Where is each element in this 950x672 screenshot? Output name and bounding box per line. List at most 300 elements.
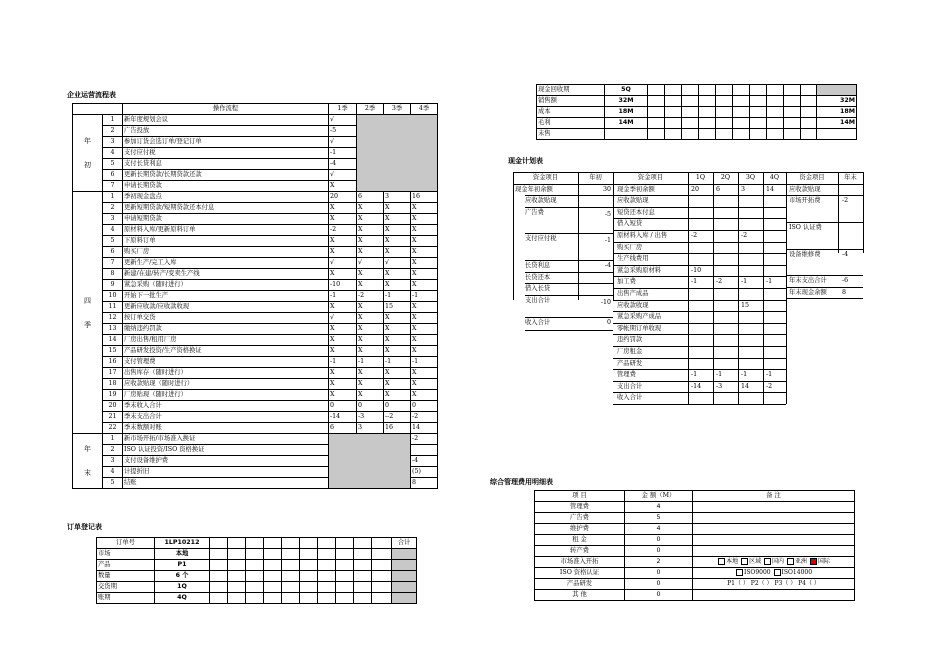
flow-row-num: 1 bbox=[103, 115, 123, 126]
flow-row-num: 20 bbox=[103, 401, 123, 412]
cash-mid-label: 产品研发 bbox=[617, 359, 643, 367]
fees-header-cell: 金 额（M） bbox=[625, 491, 693, 502]
summary-cell bbox=[665, 107, 682, 118]
fees-value: 5 bbox=[625, 513, 693, 524]
cash-header-cell: 3Q bbox=[745, 174, 756, 181]
fees-checkbox bbox=[718, 558, 725, 565]
summary-cell bbox=[648, 85, 665, 96]
flow-row-num: 16 bbox=[103, 357, 123, 368]
flow-q2: X bbox=[357, 280, 384, 291]
cash-mid-label: 收入合计 bbox=[617, 394, 643, 402]
order-cell bbox=[336, 560, 354, 571]
order-cell bbox=[336, 593, 354, 604]
cash-header-cell: 年末 bbox=[844, 174, 857, 181]
order-cell bbox=[318, 538, 336, 549]
cash-mid-q4: -2 bbox=[766, 382, 773, 390]
cash-mid-q3: -1 bbox=[741, 278, 748, 286]
flow-q3: --2 bbox=[384, 412, 411, 423]
order-total-cell bbox=[392, 582, 417, 593]
order-cell bbox=[318, 571, 336, 582]
order-cell bbox=[300, 571, 318, 582]
order-row-label: 账期 bbox=[97, 593, 155, 604]
cash-header-cell: 4Q bbox=[769, 174, 780, 181]
flow-q4: -1 bbox=[411, 291, 438, 302]
flow-q1: X bbox=[329, 390, 357, 401]
cash-mid-q3: 14 bbox=[741, 382, 750, 390]
fees-option-label: 亚洲 bbox=[794, 558, 809, 565]
cash-rule-v bbox=[863, 172, 864, 253]
cash-plan bbox=[513, 172, 863, 470]
flow-q1: X bbox=[329, 324, 357, 335]
flow-q2: X bbox=[357, 225, 384, 236]
fees-row bbox=[535, 590, 855, 601]
fees-row bbox=[535, 524, 855, 535]
flow-q3: 16 bbox=[384, 423, 411, 434]
summary-table bbox=[536, 84, 857, 140]
summary-label: 未售 bbox=[537, 129, 605, 140]
order-cell bbox=[282, 549, 300, 560]
flow-row-label: 紧急采购（随时进行） bbox=[123, 280, 329, 291]
flow-row-num: 21 bbox=[103, 412, 123, 423]
fees-note bbox=[693, 557, 855, 568]
flow-q2: X bbox=[357, 390, 384, 401]
cash-mid-label: 厂房租金 bbox=[617, 348, 643, 355]
flow-q2: X bbox=[357, 379, 384, 390]
summary-cell bbox=[733, 107, 750, 118]
order-row-label: 交货期 bbox=[97, 582, 155, 593]
summary-cell bbox=[801, 96, 817, 107]
flow-row-num: 1 bbox=[103, 434, 123, 445]
flow-header-blank bbox=[73, 104, 123, 115]
flow-q3: X bbox=[384, 203, 411, 214]
summary-cell bbox=[648, 129, 665, 140]
summary-cell bbox=[733, 96, 750, 107]
fees-label: 管理费 bbox=[535, 502, 625, 513]
summary-cell bbox=[648, 96, 665, 107]
flow-row bbox=[73, 412, 438, 423]
fees-title: 综合管理费用明细表 bbox=[490, 478, 553, 486]
flow-row-label: 开始下一批生产 bbox=[123, 291, 329, 302]
order-cell bbox=[336, 538, 354, 549]
summary-cell bbox=[733, 118, 750, 129]
flow-row bbox=[73, 225, 438, 236]
flow-q1: X bbox=[329, 181, 357, 192]
flow-row-label: 季初现金盘点 bbox=[123, 192, 329, 203]
fees-header-row bbox=[535, 491, 855, 502]
order-cell bbox=[354, 582, 372, 593]
flow-q1: X bbox=[329, 203, 357, 214]
summary-cell bbox=[733, 85, 750, 96]
flow-q3: X bbox=[384, 346, 411, 357]
summary-cell bbox=[767, 107, 784, 118]
order-cell bbox=[264, 538, 282, 549]
flow-q3: X bbox=[384, 335, 411, 346]
cash-header-cell: 资金项目 bbox=[532, 174, 559, 181]
flow-q4: 16 bbox=[411, 192, 438, 203]
summary-cell bbox=[716, 118, 733, 129]
flow-row bbox=[73, 401, 438, 412]
flow-row-label: 厂房贴现（随时进行） bbox=[123, 390, 329, 401]
flow-q4: X bbox=[411, 225, 438, 236]
order-cell bbox=[300, 582, 318, 593]
flow-q4: X bbox=[411, 335, 438, 346]
flow-header-cell: 1季 bbox=[329, 104, 357, 115]
flow-row bbox=[73, 291, 438, 302]
summary-cell bbox=[750, 107, 767, 118]
order-cell bbox=[246, 538, 264, 549]
fees-label: 转产费 bbox=[535, 546, 625, 557]
flow-q1: -1 bbox=[329, 357, 357, 368]
flow-q4: X bbox=[411, 368, 438, 379]
fees-label: 广告费 bbox=[535, 513, 625, 524]
flow-row-num: 2 bbox=[103, 445, 123, 456]
cash-left-label: 应收款贴现 bbox=[525, 197, 557, 205]
summary-value: 5Q bbox=[605, 85, 648, 96]
flow-row bbox=[73, 302, 438, 313]
order-cell bbox=[210, 593, 228, 604]
fees-row bbox=[535, 513, 855, 524]
flow-row-num: 10 bbox=[103, 291, 123, 302]
flow-row-num: 4 bbox=[103, 225, 123, 236]
flow-q1: √ bbox=[329, 313, 357, 324]
flow-row-label: 应收款贴现（随时进行） bbox=[123, 379, 329, 390]
flow-row-num: 5 bbox=[103, 478, 123, 489]
cash-right-value: -4 bbox=[842, 250, 849, 258]
cash-mid-label: 应收款收现 bbox=[617, 301, 649, 309]
summary-cell bbox=[767, 96, 784, 107]
flow-row-label: 购买厂房 bbox=[123, 247, 329, 258]
flow-row bbox=[73, 324, 438, 335]
flow-q2: X bbox=[357, 335, 384, 346]
cash-mid-q4: 14 bbox=[766, 185, 775, 193]
order-total-header: 合计 bbox=[392, 538, 417, 549]
flow-q2: X bbox=[357, 247, 384, 258]
summary-cell bbox=[716, 96, 733, 107]
flow-q3: -1 bbox=[384, 357, 411, 368]
cash-mid-q2: -3 bbox=[716, 382, 723, 390]
cash-mid-q3: -1 bbox=[741, 371, 748, 379]
fees-label: ISO 资格认证 bbox=[535, 568, 625, 579]
flow-section-mid: 四 季 bbox=[73, 192, 103, 434]
flow-q3: X bbox=[384, 225, 411, 236]
order-row-value: 4Q bbox=[155, 593, 210, 604]
order-header-label: 订单号 bbox=[97, 538, 155, 549]
flow-row-label: 出售库存（随时进行） bbox=[123, 368, 329, 379]
flow-q4: X bbox=[411, 390, 438, 401]
order-cell bbox=[372, 582, 392, 593]
flow-row-label: 更新长期贷款/长期贷款还款 bbox=[123, 170, 329, 181]
flow-q2: X bbox=[357, 203, 384, 214]
cash-mid-q3: 3 bbox=[741, 185, 746, 193]
cash-mid-q1: -2 bbox=[691, 232, 698, 239]
flow-q3: X bbox=[384, 247, 411, 258]
summary-total bbox=[817, 85, 857, 96]
flow-row-label: 下原料订单 bbox=[123, 236, 329, 247]
cash-mid-q1: -14 bbox=[691, 382, 702, 390]
flow-header-cell: 2季 bbox=[357, 104, 384, 115]
flow-q2: 3 bbox=[357, 423, 384, 434]
flow-row bbox=[73, 357, 438, 368]
flow-row bbox=[73, 346, 438, 357]
flow-row bbox=[73, 335, 438, 346]
flow-row-label: 新市场开拓/市场准入换证 bbox=[123, 434, 329, 445]
flow-q4: -2 bbox=[411, 434, 438, 445]
flow-q4: X bbox=[411, 324, 438, 335]
flow-section-end: 年 末 bbox=[73, 434, 103, 489]
cash-left-value: 30 bbox=[602, 185, 611, 193]
summary-cell bbox=[801, 107, 817, 118]
order-cell bbox=[228, 538, 246, 549]
order-cell bbox=[372, 593, 392, 604]
order-cell bbox=[210, 549, 228, 560]
summary-cell bbox=[682, 96, 699, 107]
flow-row-label: 厂房出售/租用厂房 bbox=[123, 335, 329, 346]
summary-value bbox=[605, 129, 648, 140]
cash-left-value: -10 bbox=[600, 298, 611, 306]
flow-q4: 0 bbox=[411, 401, 438, 412]
cash-header-cell: 资金项目 bbox=[637, 174, 664, 181]
cash-left-label: 支付应付税 bbox=[525, 235, 557, 243]
fees-row bbox=[535, 535, 855, 546]
fees-option-label: 国内 bbox=[771, 558, 786, 565]
flow-row-label: 原材料入库/更新原料订单 bbox=[123, 225, 329, 236]
flow-q1: -10 bbox=[329, 280, 357, 291]
summary-total bbox=[817, 129, 857, 140]
cash-right-value: -6 bbox=[842, 277, 849, 285]
summary-cell bbox=[767, 85, 784, 96]
summary-cell bbox=[699, 107, 716, 118]
cash-mid-label: 支出合计 bbox=[617, 382, 643, 390]
cash-left-value: -4 bbox=[604, 262, 611, 270]
flow-row bbox=[73, 280, 438, 291]
flow-q1: X bbox=[329, 236, 357, 247]
summary-total: 32M bbox=[817, 96, 857, 107]
flow-q4: X bbox=[411, 247, 438, 258]
flow-row-num: 2 bbox=[103, 126, 123, 137]
summary-cell bbox=[682, 129, 699, 140]
cash-left-label: 广告费 bbox=[525, 208, 544, 216]
flow-row-label: 更新短期贷款/短期贷款还本付息 bbox=[123, 203, 329, 214]
flow-row-label: 缴纳违约罚款 bbox=[123, 324, 329, 335]
order-row-label: 市场 bbox=[97, 549, 155, 560]
flow-q2: 0 bbox=[357, 401, 384, 412]
fees-row bbox=[535, 502, 855, 513]
order-cell bbox=[300, 549, 318, 560]
flow-q3: X bbox=[384, 390, 411, 401]
fees-value: 4 bbox=[625, 524, 693, 535]
summary-cell bbox=[784, 96, 801, 107]
flow-row-num: 19 bbox=[103, 390, 123, 401]
flow-q4: X bbox=[411, 258, 438, 269]
flow-q1: -4 bbox=[329, 159, 357, 170]
order-cell bbox=[228, 571, 246, 582]
order-cell bbox=[228, 560, 246, 571]
summary-cell bbox=[716, 107, 733, 118]
flow-row-num: 12 bbox=[103, 313, 123, 324]
flow-row-label: 新建/在建/转产/变卖生产线 bbox=[123, 269, 329, 280]
order-row-value: 1LP10212 bbox=[155, 538, 210, 549]
flow-q4: 14 bbox=[411, 423, 438, 434]
flow-row-num: 18 bbox=[103, 379, 123, 390]
cash-right-label: 市场开拓费 bbox=[789, 197, 821, 205]
flow-row-num: 7 bbox=[103, 258, 123, 269]
flow-q4 bbox=[411, 445, 438, 456]
fees-label: 其 他 bbox=[535, 590, 625, 601]
flow-q1: √ bbox=[329, 137, 357, 148]
order-row-value: 6 个 bbox=[155, 571, 210, 582]
cash-mid-label: 生产线费用 bbox=[617, 255, 649, 263]
summary-cell bbox=[648, 107, 665, 118]
summary-cell bbox=[750, 118, 767, 129]
fees-checkbox bbox=[774, 569, 781, 576]
order-cell bbox=[372, 538, 392, 549]
fees-option-label: 区域 bbox=[749, 558, 763, 565]
fees-header-cell: 项 目 bbox=[535, 491, 625, 502]
order-row-value: 1Q bbox=[155, 582, 210, 593]
flow-q1: 6 bbox=[329, 423, 357, 434]
summary-cell bbox=[682, 107, 699, 118]
order-cell bbox=[318, 560, 336, 571]
flow-q3: X bbox=[384, 280, 411, 291]
flow-row-label: 申请长期贷款 bbox=[123, 181, 329, 192]
order-cell bbox=[336, 549, 354, 560]
order-cell bbox=[282, 582, 300, 593]
order-cell bbox=[264, 593, 282, 604]
flow-row bbox=[73, 214, 438, 225]
order-cell bbox=[228, 549, 246, 560]
summary-cell bbox=[716, 85, 733, 96]
flow-row-label: 季末收入合计 bbox=[123, 401, 329, 412]
summary-cell bbox=[784, 107, 801, 118]
fees-row bbox=[535, 579, 855, 590]
order-cell bbox=[228, 593, 246, 604]
summary-cell bbox=[665, 85, 682, 96]
fees-checkbox bbox=[764, 558, 771, 565]
flow-q2: 6 bbox=[357, 192, 384, 203]
flow-q3: X bbox=[384, 214, 411, 225]
order-cell bbox=[264, 571, 282, 582]
flow-q3: 0 bbox=[384, 401, 411, 412]
flow-q4: 8 bbox=[411, 478, 438, 489]
order-cell bbox=[300, 538, 318, 549]
cash-left-value: 0 bbox=[606, 319, 611, 326]
flow-row bbox=[73, 258, 438, 269]
summary-label: 成本 bbox=[537, 107, 605, 118]
summary-cell bbox=[750, 85, 767, 96]
fees-label: 租 金 bbox=[535, 535, 625, 546]
summary-cell bbox=[750, 129, 767, 140]
flow-q2: √ bbox=[357, 258, 384, 269]
order-cell bbox=[354, 549, 372, 560]
cash-right-label: 年末支出合计 bbox=[789, 277, 827, 285]
cash-mid-label: 加工费 bbox=[617, 278, 636, 286]
cash-mid-label: 购买厂房 bbox=[617, 243, 643, 251]
cash-mid-q4: -1 bbox=[766, 371, 773, 379]
flow-q1: √ bbox=[329, 258, 357, 269]
order-cell bbox=[282, 560, 300, 571]
order-cell bbox=[318, 549, 336, 560]
order-cell bbox=[354, 593, 372, 604]
flow-header-cell: 3季 bbox=[384, 104, 411, 115]
fees-note bbox=[693, 524, 855, 535]
flow-q4: -1 bbox=[411, 357, 438, 368]
summary-cell bbox=[801, 118, 817, 129]
cash-title: 现金计划表 bbox=[508, 157, 543, 165]
cash-left-label: 收入合计 bbox=[525, 319, 551, 326]
fees-value: 0 bbox=[625, 546, 693, 557]
flow-row-label: 支付长贷利息 bbox=[123, 159, 329, 170]
flow-row-num: 15 bbox=[103, 346, 123, 357]
cash-right-label: 年末现金余额 bbox=[789, 288, 827, 296]
flow-q3: X bbox=[384, 236, 411, 247]
order-cell bbox=[210, 571, 228, 582]
fees-table bbox=[534, 490, 855, 601]
fees-note: P1（ ） P2（ ） P3（ ） P4（ ） bbox=[693, 579, 855, 590]
flow-q4: X bbox=[411, 379, 438, 390]
flow-row-label: 申请短期贷款 bbox=[123, 214, 329, 225]
flow-row-label: 结账 bbox=[123, 478, 329, 489]
order-cell bbox=[264, 549, 282, 560]
flow-q2: X bbox=[357, 302, 384, 313]
cash-rule-v bbox=[838, 172, 839, 253]
cash-mid-label: 零帐期订单收现 bbox=[617, 324, 662, 332]
flow-q2: X bbox=[357, 269, 384, 280]
summary-cell bbox=[801, 85, 817, 96]
order-table bbox=[96, 537, 417, 604]
flow-row bbox=[73, 115, 438, 126]
cash-mid-q4: -1 bbox=[766, 278, 773, 286]
fees-row bbox=[535, 546, 855, 557]
summary-cell bbox=[767, 129, 784, 140]
order-cell bbox=[372, 560, 392, 571]
flow-q2: X bbox=[357, 368, 384, 379]
flow-q4: X bbox=[411, 236, 438, 247]
flow-row-num: 22 bbox=[103, 423, 123, 434]
fees-checkbox bbox=[736, 569, 743, 576]
order-row bbox=[97, 571, 417, 582]
flow-q1: -5 bbox=[329, 126, 357, 137]
flow-q3: -1 bbox=[384, 291, 411, 302]
order-row bbox=[97, 560, 417, 571]
cash-mid-label: 应收款贴现 bbox=[617, 197, 649, 205]
order-cell bbox=[282, 593, 300, 604]
cash-right-label: ISO 认证费 bbox=[789, 223, 822, 231]
flow-row-label: 产品研发投资/生产资格换证 bbox=[123, 346, 329, 357]
flow-row-num: 11 bbox=[103, 302, 123, 313]
fees-note bbox=[693, 513, 855, 524]
flow-title: 企业运营流程表 bbox=[67, 91, 116, 99]
order-cell bbox=[210, 560, 228, 571]
order-cell bbox=[354, 571, 372, 582]
summary-cell bbox=[716, 129, 733, 140]
fees-value: 0 bbox=[625, 568, 693, 579]
flow-q1: -1 bbox=[329, 291, 357, 302]
flow-row-label: 更新应收款/应收款收现 bbox=[123, 302, 329, 313]
flow-row bbox=[73, 203, 438, 214]
summary-cell bbox=[767, 118, 784, 129]
flow-q1: X bbox=[329, 379, 357, 390]
order-cell bbox=[336, 582, 354, 593]
flow-q3: 3 bbox=[384, 192, 411, 203]
order-row bbox=[97, 582, 417, 593]
cash-header-cell: 年初 bbox=[589, 174, 602, 181]
flow-row-label: 更新生产/完工入库 bbox=[123, 258, 329, 269]
summary-row bbox=[537, 96, 857, 107]
flow-row-num: 17 bbox=[103, 368, 123, 379]
flow-row-label: 新年度规划会议 bbox=[123, 115, 329, 126]
flow-q2: -1 bbox=[357, 357, 384, 368]
flow-q3: 15 bbox=[384, 302, 411, 313]
